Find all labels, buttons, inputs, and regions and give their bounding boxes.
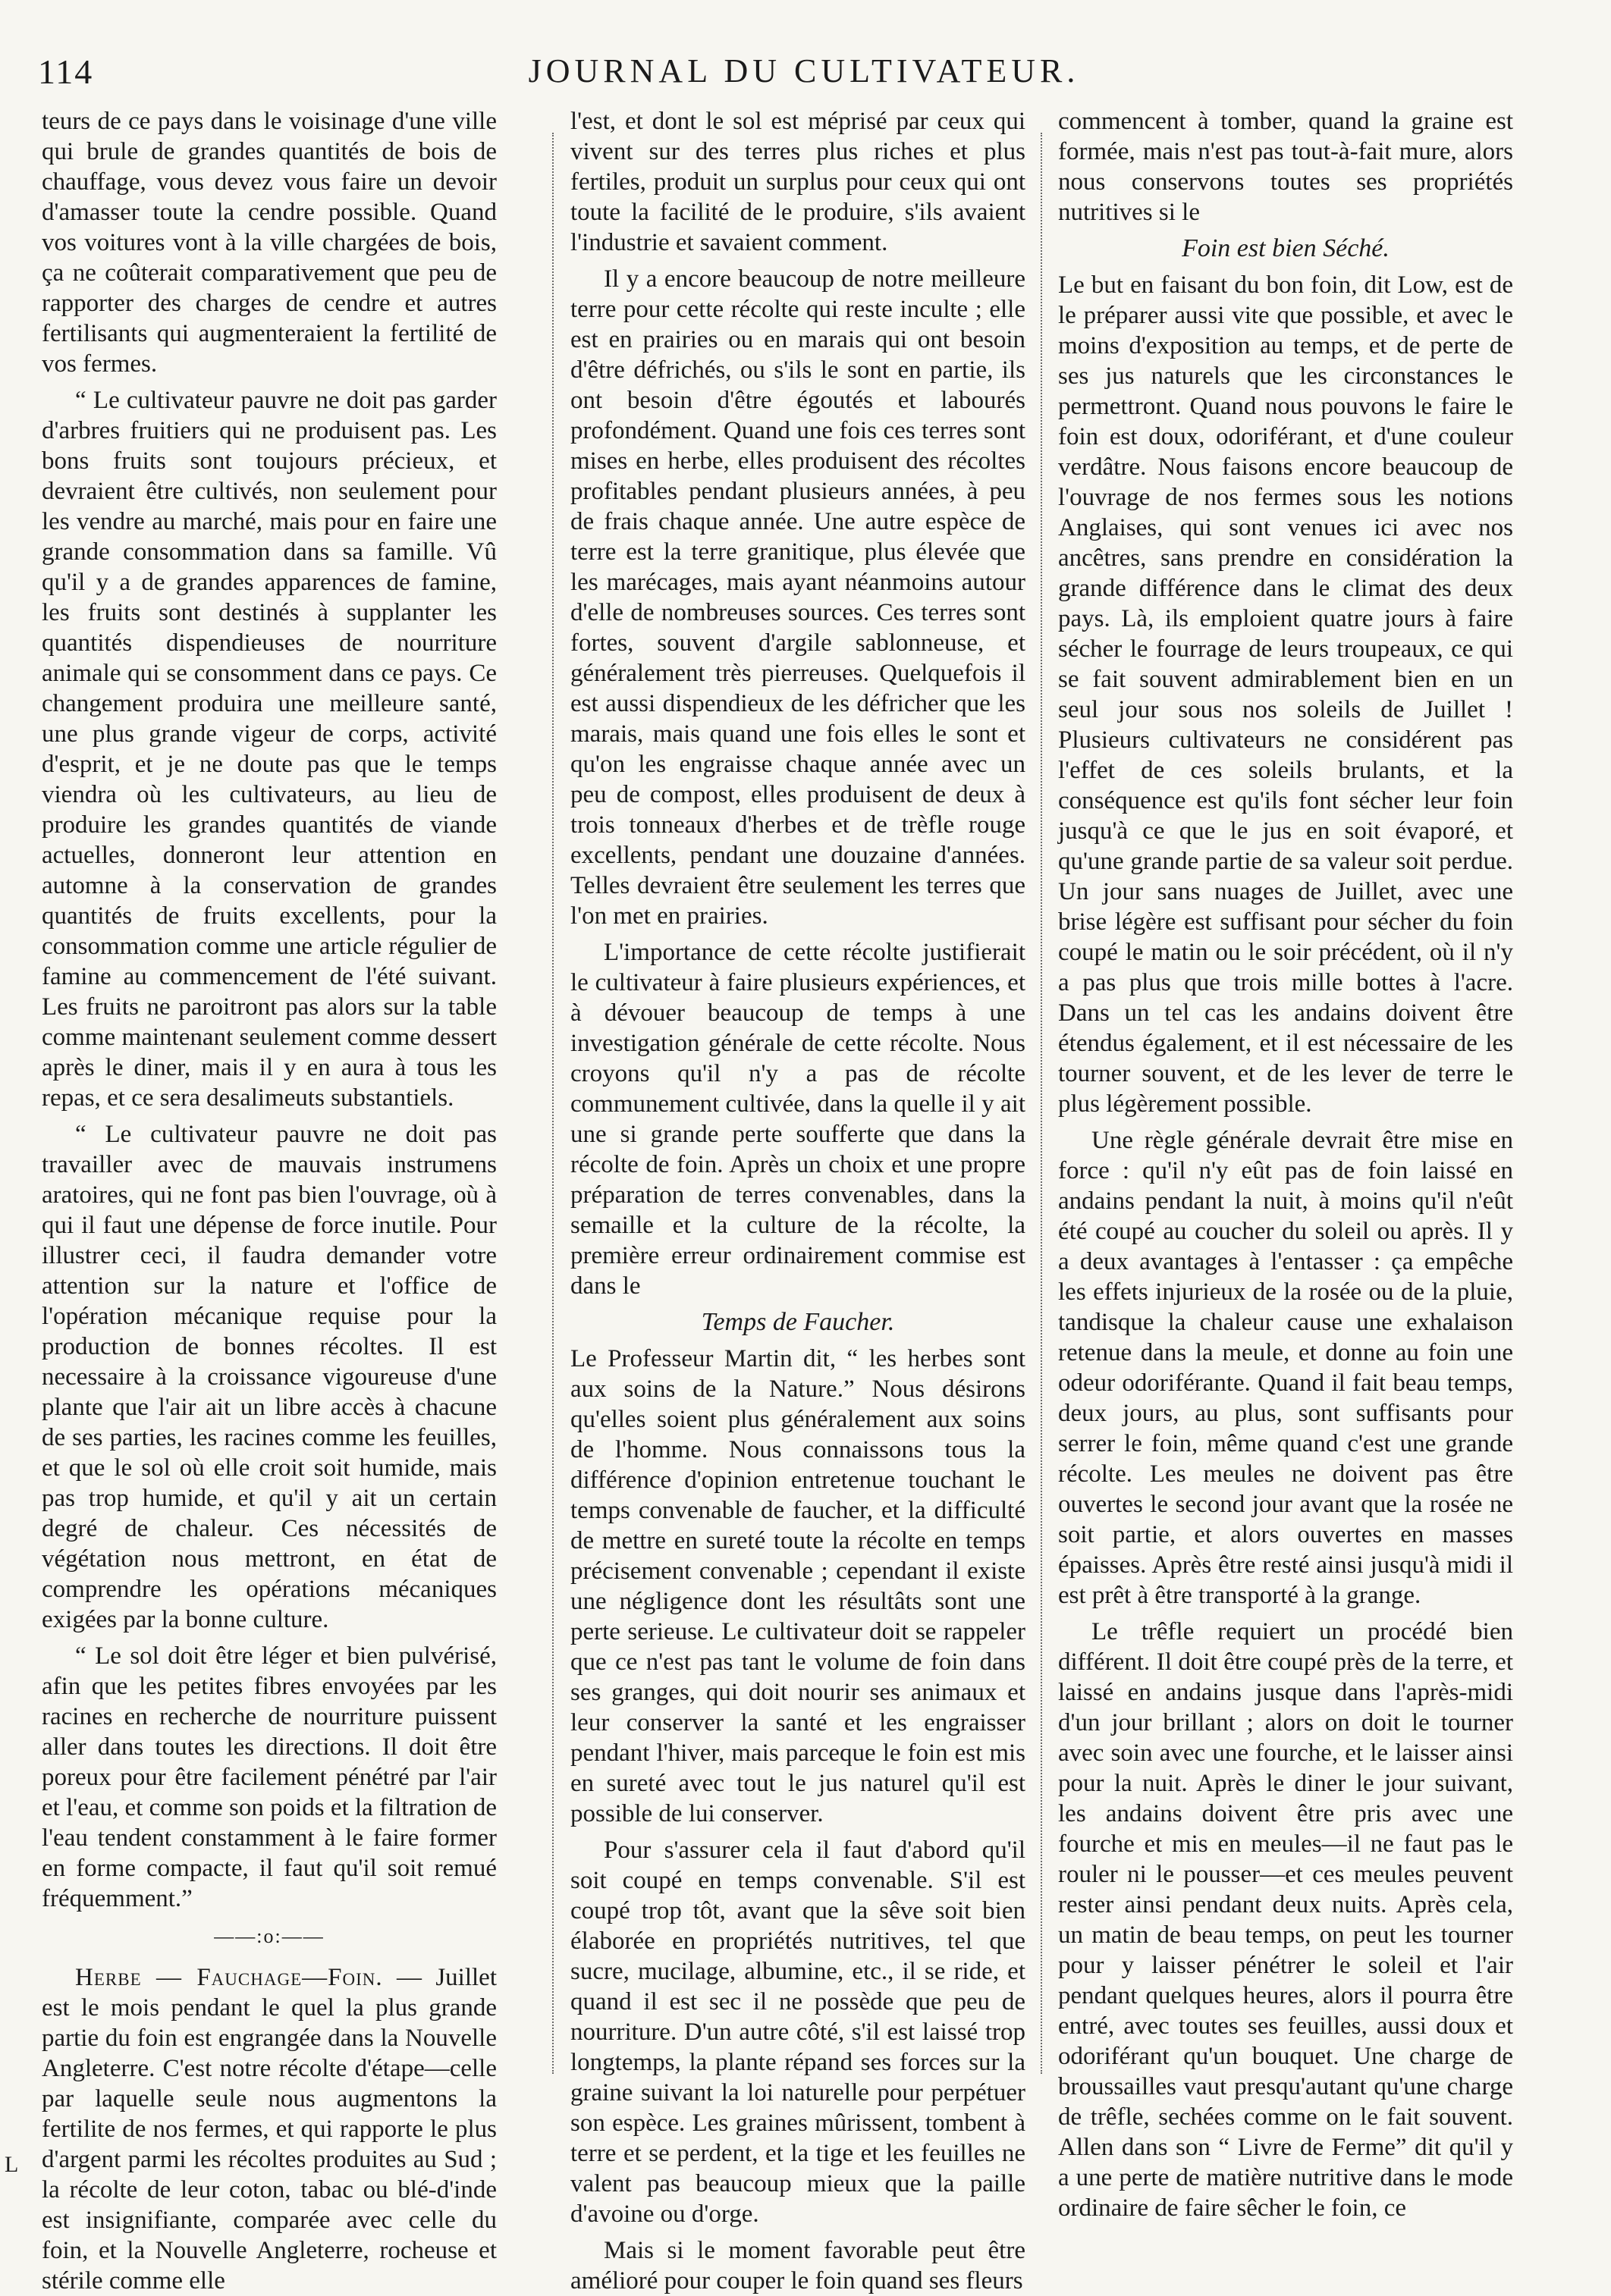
paragraph: Le trêfle requiert un procédé bien différent. Il doit être coupé près de la terre, et laissé en andains jusque dans l'après-midi d'un jour brillant ; alors on doit le tourner avec soin avec une fourche, et le laisser ainsi pour la nuit. Après le diner le jour suivant, les andains doivent être pris avec une fourche et mis en meules—il ne faut pas le rouler ni le pousser—et ces meules peuvent rester ainsi pendant deux nuits. Après cela, un matin de beau temps, on peut les tourner pour y laisser pénétrer le soleil et l'air pendant quelques heures, alors il pourra être entré, avec toutes ses feuilles, aussi doux et odoriférant qu'un bouquet. Une charge de broussailles vaut presqu'autant qu'une charge de trêfle, sechées comme on le fait souvent. Allen dans son “ Livre de Ferme” dit qu'il y a une perte de matière nutritive dans le mode ordinaire de faire sêcher le foin, ce bbox=[1058, 1618, 1513, 2222]
paragraph: “ Le cultivateur pauvre ne doit pas garder d'arbres fruitiers qui ne produisent pas. Les bons fruits sont toujours précieux, et devraient être cultivés, non seulement pour les vendre au marché, mais pour en faire une grande consommation dans sa famille. Vû qu'il y a de grandes apparences de famine, les fruits sont destinés à supplanter les quantités dispendieuses de nourriture animale qui se consomment dans ce pays. Ce changement produira une meilleure santé, une plus grande vigeur de corps, activité d'esprit, et je ne doute pas que le temps viendra où les cultivateurs, au lieu de produire les grandes quantités de viande actuelles, donneront leur attention en automne à la conservation de grandes quantités de fruits excellents, pour la consommation comme une article régulier de famine au commencement de l'été suivant. Les fruits ne paroitront pas alors sur la table comme maintenant seulement comme dessert après le diner, mais il y en aura à tous les repas, et ce sera desalimeuts substantiels. bbox=[42, 387, 497, 1112]
page-number: 114 bbox=[38, 52, 94, 91]
section-title: Herbe — Fauchage—Foin. bbox=[75, 1964, 383, 1991]
paragraph: L'importance de cette récolte justifierait le cultivateur à faire plusieurs expériences, et à dévouer beaucoup de temps à une investigation générale de cette récolte. Nous croyons qu'il n'y a pas de récolte communement cultivée, dans la quelle il y ait une si grande perte soufferte que dans la récolte de foin. Après un choix et une propre préparation de terres convenables, dans la semaille et la culture de la récolte, la première erreur ordinairement commise est dans le bbox=[570, 939, 1025, 1300]
section-paragraph bbox=[42, 1962, 497, 2296]
text-column-1 bbox=[42, 106, 497, 2294]
paragraph: Le but en faisant du bon foin, dit Low, est de le préparer aussi vite que possible, et avec le moins d'exposition au temps, et de perte de ses jus naturels que les circonstances le permettront. Quand nous pouvons le faire le foin est doux, odoriférant, et d'une couleur verdâtre. Nous faisons encore beaucoup de l'ouvrage de nos fermes sous les notions Anglaises, qui sont venues ici avec nos ancêtres, sans prendre en considération la grande différence dans le climat des deux pays. Là, ils emploient quatre jours à faire sécher le fourrage de leurs troupeaux, ce qui se fait souvent admirablement bien en un seul jour sous nos soleils de Juillet ! Plusieurs cultivateurs ne considérent pas l'effet de ces soleils brulants, et la conséquence est qu'ils font sécher leur foin jusqu'à ce que le jus en soit évaporé, et qu'une grande partie de sa valeur soit perdue. Un jour sans nuages de Juillet, avec une brise légère est suffisant pour sécher du foin coupé le matin ou le soir précédent, où il n'y a pas plus que trois mille bottes à l'acre. Dans un tel cas les andains doivent être étendus également, et il est nécessaire de les tourner souvent, et de les lever de terre le plus légèrement possible. bbox=[1058, 271, 1513, 1118]
paragraph: l'est, et dont le sol est méprisé par ceux qui vivent sur des terres plus riches et plus fertiles, produit un surplus pour ceux qui ont toute la facilité de le produire, s'ils avaient l'industrie et savaient comment. bbox=[570, 108, 1025, 256]
text-column-3 bbox=[1058, 106, 1513, 2222]
paragraph: commencent à tomber, quand la graine est formée, mais n'est pas tout-à-fait mure, alors nous conservons toutes ses propriétés nutritives si le bbox=[1058, 108, 1513, 226]
paragraph: Le Professeur Martin dit, “ les herbes sont aux soins de la Nature.” Nous désirons qu'elles soient plus généralement aux soins de l'homme. Nous connaissons tous la différence d'opinion entretenue touchant le temps convenable de faucher, et la difficulté de mettre en sureté toute la récolte en temps précisement convenable ; cependant il existe une négligence dont les résultâts sont une perte serieuse. Le cultivateur doit se rappeler que ce n'est pas tant le volume de foin dans ses granges, qui doit nourir ses animaux et leur conserver la santé et les engraisser pendant l'hiver, mais parceque le foin est mis en sureté avec tout le jus naturel qu'il est possible de lui conserver. bbox=[570, 1345, 1025, 1827]
paragraph: “ Le sol doit être léger et bien pulvérisé, afin que les petites fibres envoyées par les racines en recherche de nourriture puissent aller dans toutes les directions. Il doit être poreux pour être facilement pénétré par l'air et l'eau, et comme son poids et la filtration de l'eau tendent constamment à le faire former en forme compacte, il faut qu'il soit remué fréquemment.” bbox=[42, 1642, 497, 1912]
column-rule-2 bbox=[1041, 133, 1042, 2074]
paragraph: Mais si le moment favorable peut être amélioré pour couper le foin quand ses fleurs bbox=[570, 2237, 1025, 2294]
paragraph: “ Le cultivateur pauvre ne doit pas travailler avec de mauvais instrumens aratoires, qui ne font pas bien l'ouvrage, où à qui il faut une dépense de force inutile. Pour illustrer ceci, il faudra demander votre attention sur la nature et l'office de l'opération mécanique requise pour la production de bonnes récoltes. Il est necessaire à la croissance vigoureuse d'une plante que l'air ait un libre accès à chacune de ses parties, les racines comme les feuilles, et que le sol où elle croit soit humide, mais pas trop humide, et qu'il y ait un certain degré de chaleur. Ces nécessités de végétation nous mettront, en état de comprendre les opérations mécaniques exigées par la bonne culture. bbox=[42, 1121, 497, 1633]
footer-mark: L bbox=[5, 2152, 19, 2177]
paragraph-text: — Juillet est le mois pendant le quel la plus grande partie du foin est engrangée dans la Nouvelle Angleterre. C'est notre récolte d'étape—celle par laquelle seule nous augmentons la fertilite de nos fermes, et qui rapporte le plus d'argent parmi les récoltes produites au Sud ; la récolte de leur coton, tabac ou blé-d'inde est insignifiante, comparée avec celle du foin, et la Nouvelle Angleterre, rocheuse et stérile comme elle bbox=[42, 1964, 497, 2294]
paragraph: Une règle générale devrait être mise en force : qu'il n'y eût pas de foin laissé en andains pendant la nuit, à moins qu'il n'eût été coupé au coucher du soleil ou après. Il y a deux avantages à l'entasser : ça empêche les effets injurieux de la rosée ou de la pluie, tandisque la chaleur cause une exhalaison retenue dans la meule, et donne au foin une odeur odoriférante. Quand il fait beau temps, deux jours, au plus, sont suffisants pour serrer le foin, même quand c'est une grande récolte. Les meules ne doivent pas être ouvertes le second jour avant que la rosée ne soit partie, et alors ouvertes en masses épaisses. Après être resté ainsi jusqu'à midi il est prêt à être transporté à la grange. bbox=[1058, 1127, 1513, 1609]
text-column-2 bbox=[570, 106, 1025, 2294]
paragraph: teurs de ce pays dans le voisinage d'une ville qui brule de grandes quantités de bois de chauffage, vous devez vous faire un devoir d'amasser toute la cendre possible. Quand vos voitures vont à la ville chargées de bois, ça ne coûterait comparativement que peu de rapporter des charges de cendre et autres fertilisants qui augmenteraient la fertilité de vos fermes. bbox=[42, 108, 497, 378]
section-divider: ——:o:—— bbox=[214, 1925, 325, 1947]
column-rule-1 bbox=[552, 133, 554, 2074]
subheading: Foin est bien Séché. bbox=[1182, 234, 1390, 262]
subheading: Temps de Faucher. bbox=[701, 1308, 895, 1336]
page-header bbox=[30, 52, 1578, 97]
journal-title: JOURNAL DU CULTIVATEUR. bbox=[528, 52, 1080, 89]
paragraph: Pour s'assurer cela il faut d'abord qu'il soit coupé en temps convenable. S'il est coupé trop tôt, avant que la sêve soit bien élaborée en propriétés nutritives, tel que sucre, mucilage, albumine, etc., il se ride, et quand il est sec il ne possède que peu de nourriture. D'un autre côté, s'il est laissé trop longtemps, la plante répand ses forces sur la graine suivant la loi naturelle pour perpétuer son espèce. Les graines mûrissent, tombent à terre et se perdent, et la tige et les feuilles ne valent pas beaucoup mieux que la paille d'avoine ou d'orge. bbox=[570, 1836, 1025, 2228]
paragraph: Il y a encore beaucoup de notre meilleure terre pour cette récolte qui reste inculte ; elle est en prairies ou en marais qui ont besoin d'être défrichés, ou s'ils le sont en partie, ils ont besoin d'être égoutés et labourés profondément. Quand une fois ces terres sont mises en herbe, elles produisent des récoltes profitables pendant plusieurs années, à peu de frais chaque année. Une autre espèce de terre est la terre granitique, plus élevée que les marécages, mais ayant néanmoins autour d'elle de nombreuses sources. Ces terres sont fortes, souvent d'argile sablonneuse, et généralement très pierreuses. Quelquefois il est aussi dispendieux de les défricher que les marais, mais quand une fois elles le sont et qu'on les engraisse chaque année avec un peu de compost, elles produisent de deux à trois tonneaux d'herbes et de trèfle rouge excellents, pendant une douzaine d'années. Telles devraient être seulement les terres que l'on met en prairies. bbox=[570, 265, 1025, 930]
